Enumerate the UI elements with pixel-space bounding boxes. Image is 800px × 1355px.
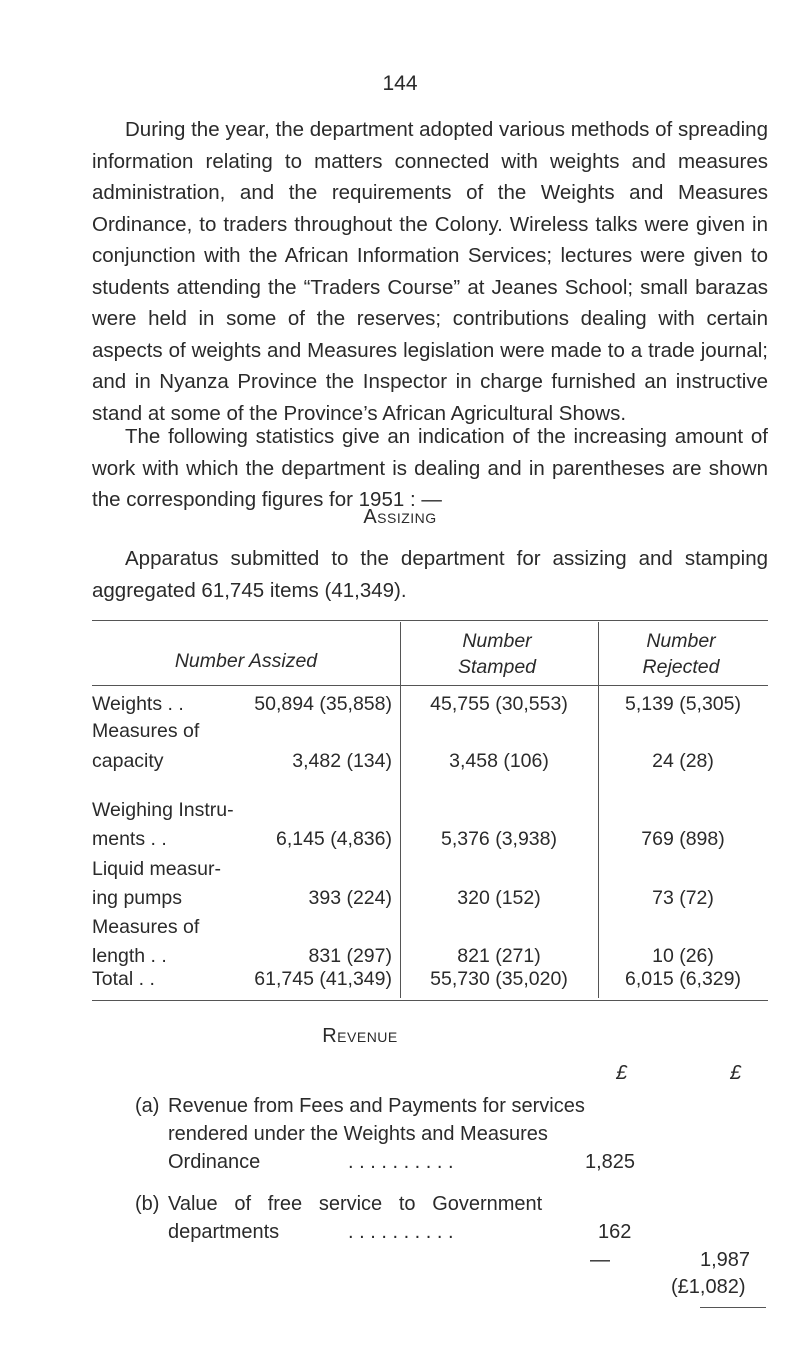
header-number-assized: Number Assized [174, 650, 318, 672]
header-rejected-line-1: Number [646, 630, 716, 652]
row-pumps-assized: 393 (224) [308, 887, 392, 909]
revenue-item-b-marker: (b) [135, 1193, 160, 1215]
revenue-item-a-dots: . . . . . . . . . . [348, 1151, 454, 1173]
table-rule-header [92, 685, 768, 686]
revenue-item-a-amount: 1,825 [585, 1151, 636, 1173]
row-weights-assized: 50,894 (35,858) [254, 693, 392, 715]
row-pumps-rejected: 73 (72) [652, 887, 714, 909]
row-length-rejected: 10 (26) [652, 945, 714, 967]
revenue-item-a-line-2: rendered under the Weights and Measures [168, 1123, 548, 1145]
row-capacity-assized: 3,482 (134) [292, 750, 392, 772]
revenue-item-a-marker: (a) [135, 1095, 160, 1117]
row-total-label: Total . . [92, 968, 155, 990]
revenue-total-underline [700, 1307, 766, 1308]
row-instruments-assized: 6,145 (4,836) [275, 828, 392, 850]
row-capacity-label-1: Measures of [92, 720, 200, 742]
paragraph-statistics-intro: The following statistics give an indication of the increasing amount of work with which the department is dealing and in parentheses are shown the corresponding figures for 1951 : — [92, 425, 768, 511]
row-pumps-label-2: ing pumps [92, 887, 182, 909]
row-capacity-rejected: 24 (28) [652, 750, 714, 772]
section-title-revenue: Revenue [322, 1025, 398, 1047]
row-total-rejected: 6,015 (6,329) [624, 968, 741, 990]
header-rejected-line-2: Rejected [642, 656, 720, 678]
revenue-item-b-line-2: departments [168, 1221, 280, 1243]
revenue-item-b-amount: 162 [598, 1221, 632, 1243]
header-number-rejected [594, 628, 768, 680]
revenue-item-b-line-1: Value of free service to Government [168, 1193, 543, 1215]
page-number: 144 [382, 72, 418, 95]
row-length-label-1: Measures of [92, 916, 200, 938]
revenue-item-a-line-1: Revenue from Fees and Payments for services [168, 1095, 585, 1117]
row-length-assized: 831 (297) [308, 945, 392, 967]
section-title-assizing: Assizing [363, 506, 437, 528]
revenue-item-a-line-3: Ordinance [168, 1151, 261, 1173]
revenue-total: 1,987 [700, 1249, 751, 1271]
table-rule-bottom [92, 1000, 768, 1001]
header-number-stamped [400, 628, 594, 680]
pound-column-head-2: £ [730, 1062, 742, 1084]
header-stamped-line-1: Number [462, 630, 532, 652]
row-capacity-label-2: capacity [92, 750, 164, 772]
revenue-previous-total: (£1,082) [671, 1276, 746, 1298]
row-instruments-rejected: 769 (898) [641, 828, 725, 850]
row-total-assized: 61,745 (41,349) [254, 968, 392, 990]
row-weights-label-1: Weights . . [92, 693, 184, 715]
row-total-stamped: 55,730 (35,020) [430, 968, 568, 990]
row-length-label-2: length . . [92, 945, 167, 967]
row-instruments-label-1: Weighing Instru- [92, 799, 234, 821]
assizing-intro: Apparatus submitted to the department for assizing and stamping aggregated 61,745 items (41,349). [92, 547, 768, 602]
row-length-stamped: 821 (271) [457, 945, 541, 967]
row-weights-rejected: 5,139 (5,305) [624, 693, 741, 715]
row-pumps-label-1: Liquid measur- [92, 858, 221, 880]
paragraph-information-methods: During the year, the department adopted various methods of spreading information relating to matters connected with weights and measures administration, and the requirements of the Weights and Measures Ordinance, to traders throughout the Colony. Wireless talks were given in conjunction with the African Information Services; lectures were given to students attending the “Traders Course” at Jeanes School; small barazas were held in some of the reserves; contributions dealing with certain aspects of weights and Measures legislation were made to a trade journal; and in Nyanza Province the Inspector in charge furnished an instructive stand at some of the Province’s African Agricultural Shows. [92, 118, 768, 425]
row-instruments-label-2: ments . . [92, 828, 167, 850]
row-pumps-stamped: 320 (152) [457, 887, 541, 909]
row-instruments-stamped: 5,376 (3,938) [440, 828, 557, 850]
pound-column-head-1: £ [616, 1062, 628, 1084]
revenue-dash: — [590, 1249, 610, 1271]
header-stamped-line-2: Stamped [457, 656, 537, 678]
table-rule-top [92, 620, 768, 621]
row-weights-stamped: 45,755 (30,553) [430, 693, 568, 715]
row-capacity-stamped: 3,458 (106) [449, 750, 549, 772]
revenue-item-b-dots: . . . . . . . . . . [348, 1221, 454, 1243]
